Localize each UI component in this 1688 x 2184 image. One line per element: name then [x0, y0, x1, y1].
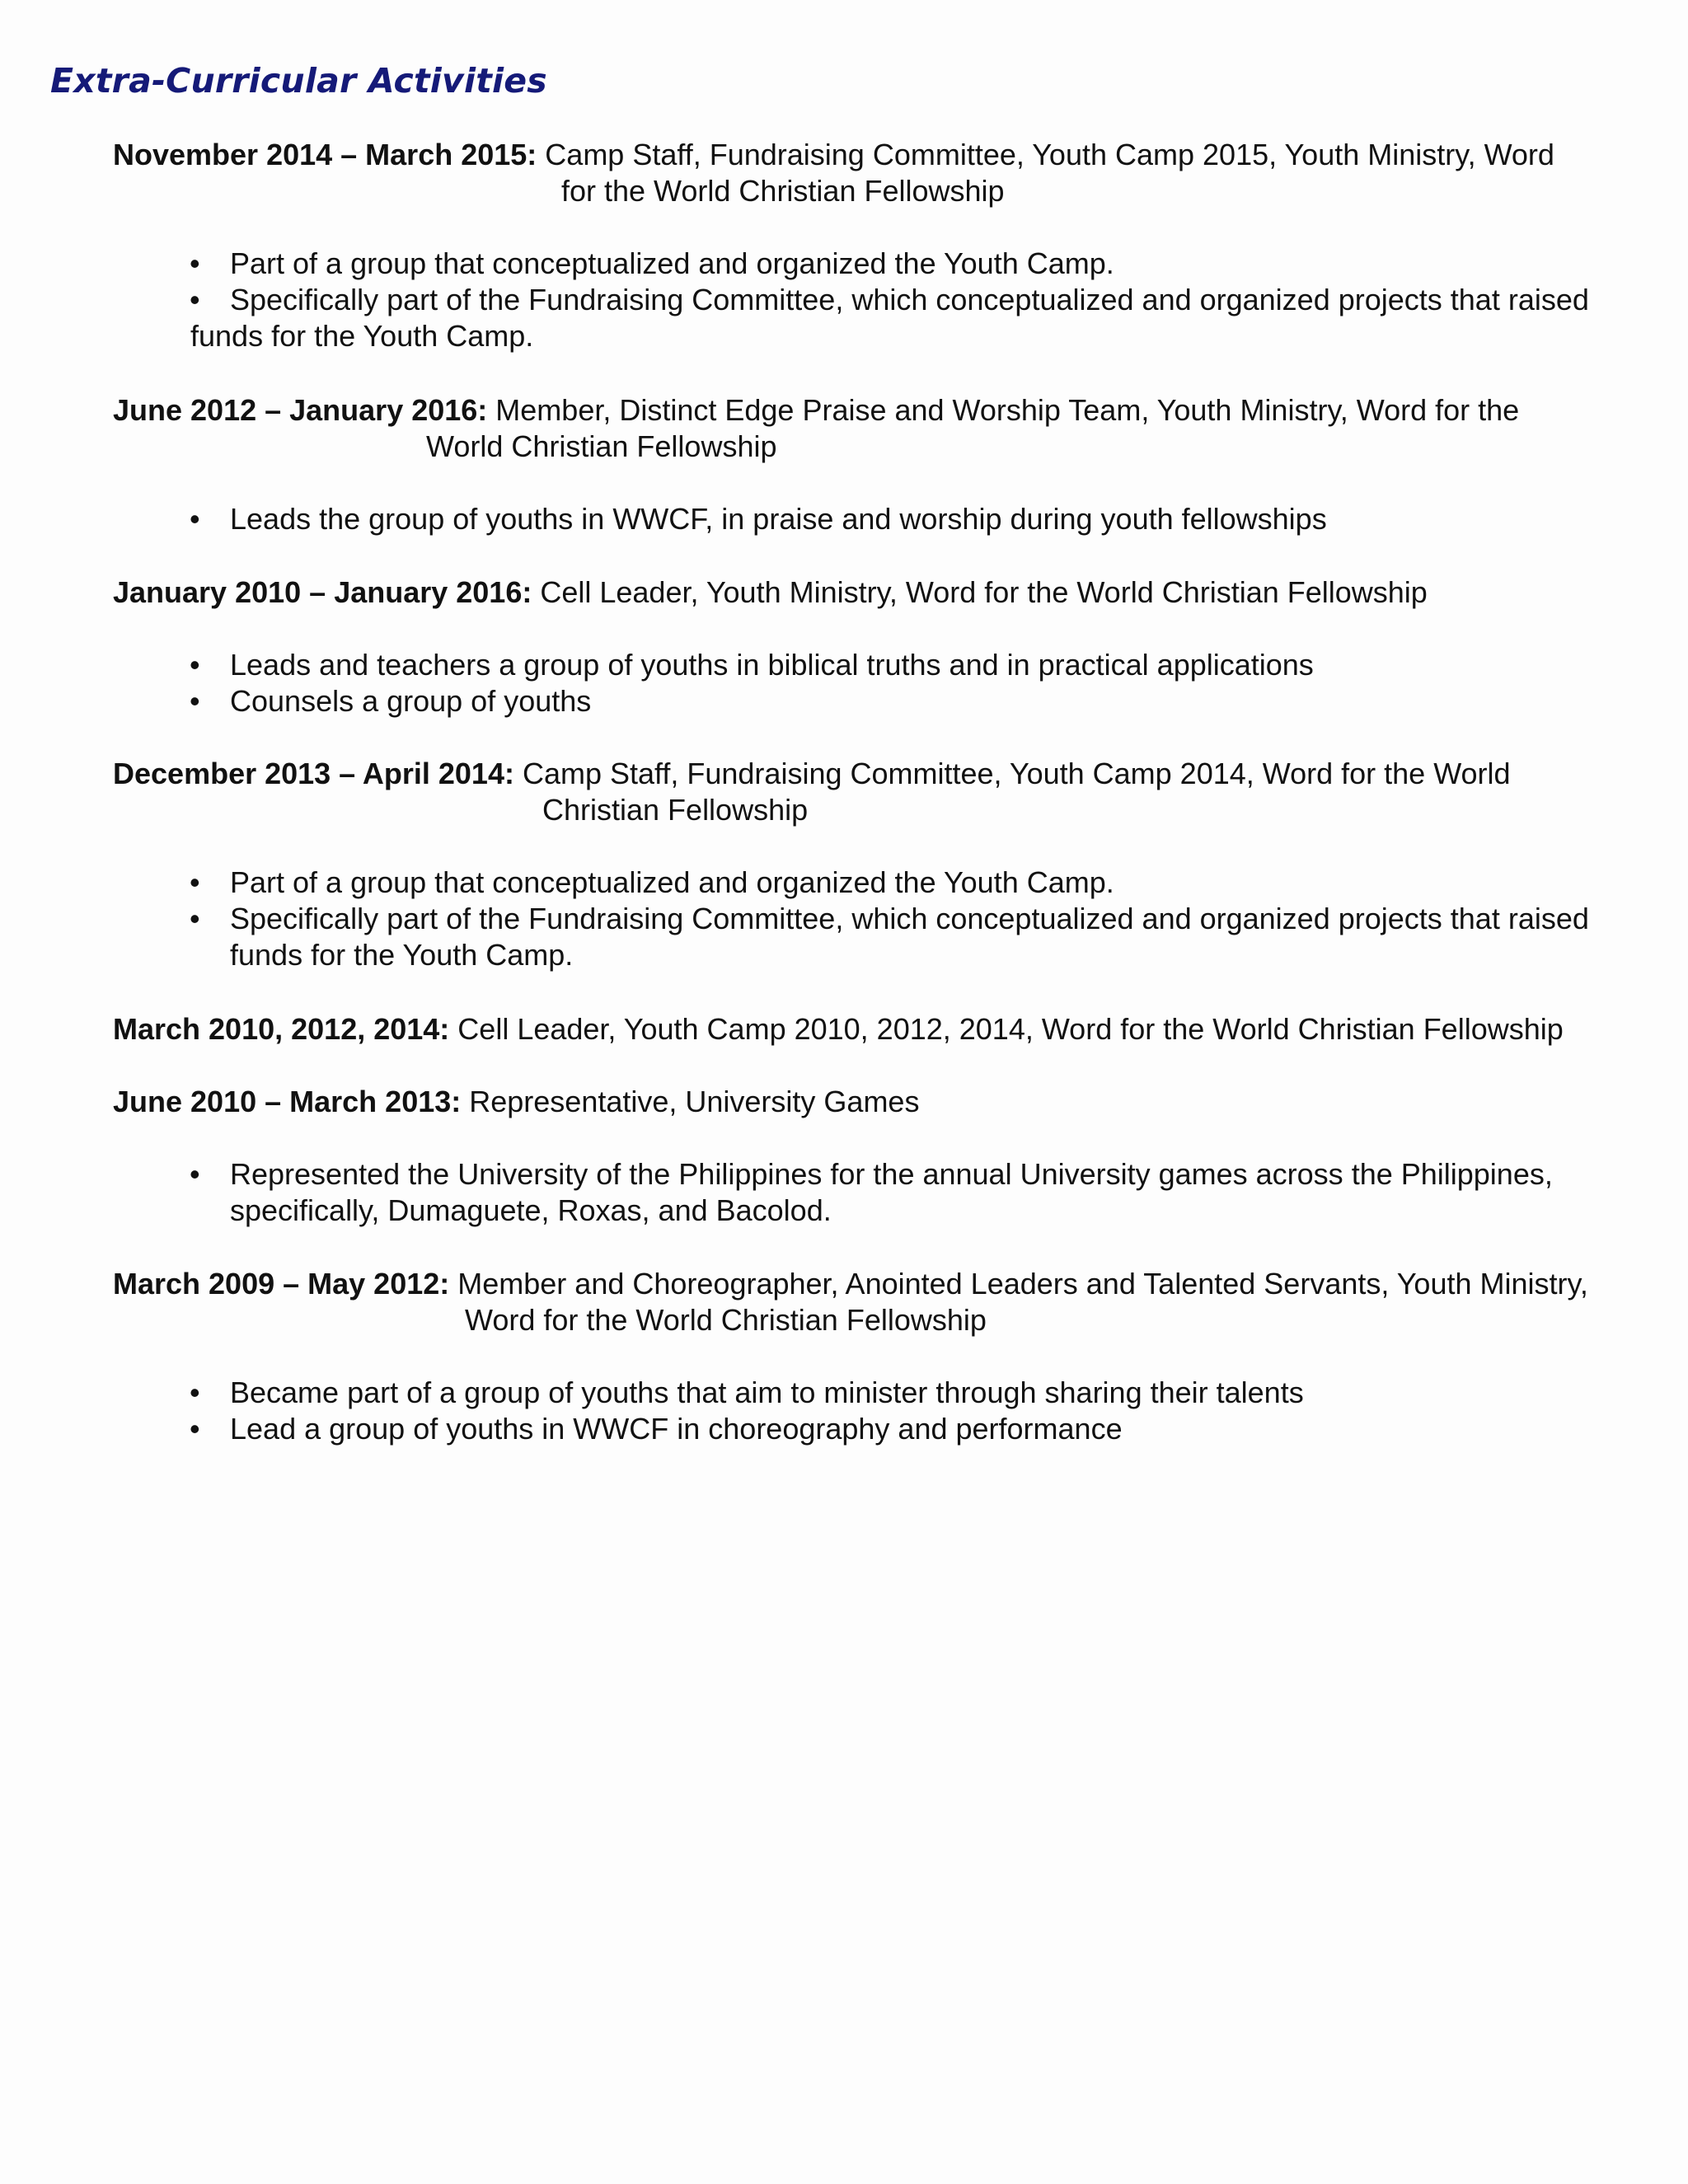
activity-entry — [0, 574, 1533, 719]
entry-date: March 2010, 2012, 2014: — [113, 1012, 450, 1046]
section-title: Extra-Curricular Activities — [50, 61, 547, 101]
list-item — [0, 282, 1589, 354]
list-item-text: Leads the group of youths in WWCF, in praise and worship during youth fellowships — [230, 502, 1327, 536]
list-item — [0, 1411, 1533, 1447]
bullet-icon: • — [190, 1157, 200, 1191]
bullet-icon: • — [190, 502, 200, 536]
bullet-list — [0, 246, 1589, 354]
entry-role: Representative, University Games — [461, 1085, 920, 1118]
list-item — [0, 647, 1533, 683]
bullet-list — [0, 865, 1589, 973]
bullet-icon: • — [190, 246, 200, 280]
entry-date: January 2010 – January 2016: — [113, 575, 532, 609]
list-item — [0, 1375, 1533, 1411]
entry-date: June 2012 – January 2016: — [113, 393, 488, 427]
entry-role: Camp Staff, Fundraising Committee, Youth Camp 2014, Word for the World — [513, 757, 1511, 790]
entry-role-continuation: for the World Christian Fellowship — [561, 174, 1005, 208]
bullet-icon: • — [190, 902, 200, 935]
entry-header — [113, 756, 1646, 828]
list-item-text: Part of a group that conceptualized and organized the Youth Camp. — [230, 246, 1114, 280]
bullet-icon: • — [190, 1412, 200, 1446]
list-item-text: Specifically part of the Fundraising Committee, which conceptualized and organized projects that raised — [230, 283, 1589, 316]
entry-date: November 2014 – March 2015: — [113, 138, 537, 171]
entry-role: Cell Leader, Youth Ministry, Word for the World Christian Fellowship — [532, 575, 1428, 609]
entry-header — [113, 137, 1646, 209]
entry-date: June 2010 – March 2013: — [113, 1085, 462, 1118]
entry-date: December 2013 – April 2014: — [113, 757, 514, 790]
list-item-text: Represented the University of the Philippines for the annual University games across the Philippines, — [230, 1157, 1553, 1191]
activity-entry — [0, 137, 1589, 354]
list-item — [0, 901, 1589, 973]
list-item — [0, 501, 1533, 537]
bullet-icon: • — [190, 1376, 200, 1409]
bullet-list — [0, 501, 1533, 537]
bullet-icon: • — [190, 684, 200, 718]
list-item — [0, 865, 1589, 901]
bullet-icon: • — [190, 283, 200, 316]
list-item-text: Part of a group that conceptualized and organized the Youth Camp. — [230, 865, 1114, 899]
list-item — [0, 683, 1533, 719]
entry-role-continuation: World Christian Fellowship — [426, 429, 777, 463]
entry-header — [113, 574, 1646, 611]
entry-role-continuation: Word for the World Christian Fellowship — [465, 1303, 987, 1337]
list-item-text: Counsels a group of youths — [230, 684, 592, 718]
list-item — [0, 246, 1589, 282]
entry-role-continuation: Christian Fellowship — [542, 793, 809, 827]
activity-entry — [0, 756, 1589, 973]
entry-date: March 2009 – May 2012: — [113, 1267, 450, 1301]
activity-entry — [0, 1266, 1588, 1447]
bullet-icon: • — [190, 648, 200, 682]
list-item — [0, 1156, 1553, 1229]
entry-role: Cell Leader, Youth Camp 2010, 2012, 2014, Word for the World Christian Fellowship — [449, 1012, 1564, 1046]
entry-header — [113, 1266, 1646, 1338]
bullet-list — [0, 1156, 1553, 1229]
activity-entry — [0, 392, 1533, 537]
list-item-text: Specifically part of the Fundraising Committee, which conceptualized and organized projects that raised — [230, 902, 1589, 935]
entry-header — [113, 1084, 1646, 1120]
activity-entry — [0, 1011, 1564, 1047]
entry-role: Member and Choreographer, Anointed Leaders and Talented Servants, Youth Ministry, — [449, 1267, 1588, 1301]
entry-header — [113, 392, 1646, 465]
entry-role: Camp Staff, Fundraising Committee, Youth Camp 2015, Youth Ministry, Word — [537, 138, 1554, 171]
entry-role: Member, Distinct Edge Praise and Worship Team, Youth Ministry, Word for the — [487, 393, 1520, 427]
list-item-text-continuation: funds for the Youth Camp. — [190, 319, 534, 353]
list-item-text-continuation: specifically, Dumaguete, Roxas, and Bacolod. — [230, 1193, 832, 1227]
list-item-text: Leads and teachers a group of youths in biblical truths and in practical applications — [230, 648, 1314, 682]
list-item-text: Became part of a group of youths that aim to minister through sharing their talents — [230, 1376, 1304, 1409]
activity-entry — [0, 1084, 1553, 1229]
bullet-icon: • — [190, 865, 200, 899]
list-item-text: Lead a group of youths in WWCF in choreography and performance — [230, 1412, 1123, 1446]
entry-header — [113, 1011, 1646, 1047]
bullet-list — [0, 647, 1533, 719]
list-item-text-continuation: funds for the Youth Camp. — [230, 938, 574, 972]
bullet-list — [0, 1375, 1533, 1447]
